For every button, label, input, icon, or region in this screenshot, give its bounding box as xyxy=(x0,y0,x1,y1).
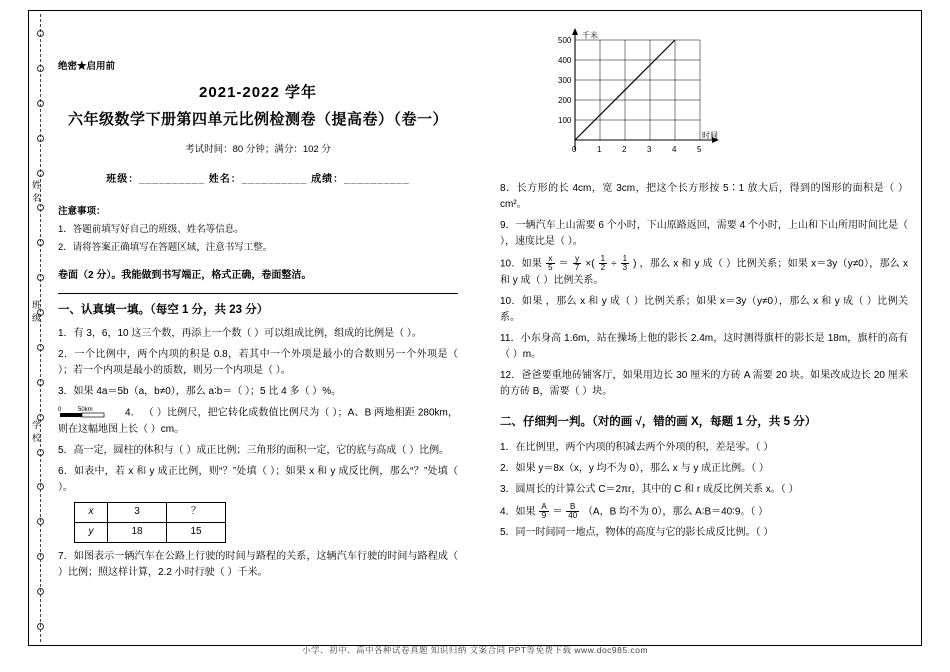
question-1-10-text: ，那么 x 和 y 成（ ）比例关系；如果 x＝3y（y≠0），那么 x 和 y 成（ ）比例关系。 xyxy=(500,258,909,286)
svg-text:3: 3 xyxy=(647,145,652,154)
handwriting-note: 卷面（2 分）。我能做到书写端正，格式正确，卷面整洁。 xyxy=(58,269,312,281)
question-2-3: 3．圆周长的计算公式 C＝2πr，其中的 C 和 r 成反比例关系 x。（ ） xyxy=(500,483,799,495)
divide-sign: ÷ xyxy=(611,258,617,270)
table-cell-y-1: 18 xyxy=(108,522,167,542)
svg-text:5: 5 xyxy=(697,145,702,154)
question-1-4-text: 4． （ ）比例尺，把它转化成数值比例尺为（ ）；A、B 两地相距 280km，则在这幅地图上长（ ）cm。 xyxy=(58,407,458,435)
question-1-2: 2．一个比例中，两个内项的积是 0.8，若其中一个外项是最小的合数则另一个外项是（ ）；若一个内项是最小的质数，则另一个内项是（ ）。 xyxy=(58,348,458,376)
question-1-12: 11．小东身高 1.6m，站在操场上他的影长 2.4m，这时测得旗杆的影长是 18m，旗杆的高有（ ）m。 xyxy=(500,332,908,360)
svg-text:300: 300 xyxy=(558,76,572,85)
question-1-6: 6．如表中，若 x 和 y 成正比例，则“？”处填（ ）；如果 x 和 y 成反比例，那么“？”处填（ ）。 xyxy=(58,465,458,493)
svg-text:200: 200 xyxy=(558,96,572,105)
fraction-1-2: $\frac{1}{2}$ xyxy=(600,254,606,273)
notice-item-1: 1．答题前填写好自己的班级、姓名等信息。 xyxy=(58,224,244,236)
side-label-name: 姓名 xyxy=(31,180,41,206)
svg-text:400: 400 xyxy=(558,56,572,65)
question-1-10-prefix: 10．如果 xyxy=(500,258,543,270)
svg-text:4: 4 xyxy=(672,145,677,154)
fraction-y-7: $\frac{y}{7}$ xyxy=(574,254,580,273)
svg-text:时间: 时间 xyxy=(702,131,718,140)
proportion-table xyxy=(74,502,226,543)
secret-label: 绝密★启用前 xyxy=(58,61,116,72)
question-1-8: 8．长方形的长 4cm，宽 3cm，把这个长方形按 5∶1 放大后，得到的图形的面积是（ ）cm²。 xyxy=(500,183,908,210)
footer-watermark: 小学、初中、高中各种试卷真题 知识归纳 文案合同 PPT等免费下载 www.doc985.com xyxy=(301,645,649,655)
side-label-class: 班级 xyxy=(31,300,41,326)
svg-text:0: 0 xyxy=(572,145,577,154)
divider xyxy=(58,293,458,294)
formula-tail: ×( xyxy=(585,258,595,270)
svg-text:1: 1 xyxy=(597,145,602,154)
paren-close: ) xyxy=(633,258,637,270)
left-column xyxy=(58,16,458,586)
table-cell-x-1: 3 xyxy=(108,502,167,522)
question-2-5: 5．同一时间同一地点，物体的高度与它的影长成反比例。（ ） xyxy=(500,527,774,539)
exam-info: 考试时间：80 分钟；满分：102 分 xyxy=(185,144,331,156)
table-cell-y-label: y xyxy=(75,522,108,542)
table-cell-x-2: ？ xyxy=(167,502,226,522)
fraction-1-3: $\frac{1}{3}$ xyxy=(622,254,628,273)
svg-text:千米: 千米 xyxy=(582,31,598,40)
table-cell-x-label: x xyxy=(75,502,108,522)
section-2-title: 二、仔细判一判。（对的画 √，错的画 X，每题 1 分，共 5 分） xyxy=(500,415,817,428)
svg-text:50km: 50km xyxy=(78,406,93,413)
question-1-11: 10．如果 ，那么 x 和 y 成（ ）比例关系；如果 x＝3y（y≠0），那么 x 和 y 成（ ）比例关系。 xyxy=(500,295,908,323)
right-column xyxy=(500,16,908,546)
fraction-x-5: $\frac{x}{5}$ xyxy=(548,254,553,273)
question-1-9: 9．一辆汽车上山需要 6 个小时，下山原路返回，需要 4 个小时，上山和下山所用时间比是（ ），速度比是（ ）。 xyxy=(500,220,908,247)
distance-time-graph xyxy=(530,22,780,177)
question-1-5: 5．高一定，圆柱的体积与（ ）成正比例；三角形的面积一定，它的底与高成（ ）比例。 xyxy=(58,444,450,456)
notice-item-2: 2．请将答案正确填写在答题区域，注意书写工整。 xyxy=(58,241,273,253)
fraction-a-9: $\frac{A}{9}$ xyxy=(541,501,547,520)
fraction-b-40: $\frac{B}{40}$ xyxy=(568,501,578,520)
side-label-school: 学校 xyxy=(31,420,41,446)
svg-text:2: 2 xyxy=(622,145,627,154)
exam-title-year: 2021-2022 学年 xyxy=(199,83,317,101)
svg-text:500: 500 xyxy=(558,36,572,45)
question-1-10 xyxy=(500,255,908,289)
question-2-4-prefix: 4．如果 xyxy=(500,506,536,518)
section-1-title: 一、认真填一填。（每空 1 分，共 23 分） xyxy=(58,304,269,317)
question-2-2: 2．如果 y＝8x（x，y 均不为 0），那么 x 与 y 成正比例。（ ） xyxy=(500,462,769,474)
equals-sign-2: ＝ xyxy=(552,506,563,518)
binding-dots xyxy=(33,30,47,630)
table-cell-y-2: 15 xyxy=(167,522,226,542)
equals-sign: ＝ xyxy=(558,258,569,270)
question-2-1: 1．在比例里，两个内项的积减去两个外项的积，差是零。（ ） xyxy=(500,441,774,453)
question-2-4-text: （A，B 均不为 0），那么 A∶B＝40∶9。（ ） xyxy=(582,506,769,518)
svg-text:100: 100 xyxy=(558,116,572,125)
svg-text:0: 0 xyxy=(58,406,62,413)
student-info-line[interactable]: 班级：__________ 姓名：__________ 成绩：__________ xyxy=(106,173,410,185)
table-row xyxy=(75,522,226,542)
question-1-4 xyxy=(58,405,458,438)
question-2-4 xyxy=(500,503,908,521)
exam-title-main: 六年级数学下册第四单元比例检测卷（提高卷）（卷一） xyxy=(67,110,448,128)
scale-bar-figure xyxy=(58,405,122,421)
table-row xyxy=(75,502,226,522)
question-1-3: 3．如果 4a＝5b（a，b≠0），那么 a∶b＝（ ）；5 比 4 多（ ）%。 xyxy=(58,385,342,397)
notice-heading: 注意事项： xyxy=(58,206,106,218)
question-1-1: 1．有 3，6，10 这三个数，再添上一个数（ ）可以组成比例，组成的比例是（ ）。 xyxy=(58,327,422,339)
question-1-7: 7．如图表示一辆汽车在公路上行驶的时间与路程的关系，这辆汽车行驶的时间与路程成（ ）比例；照这样计算，2.2 小时行驶（ ）千米。 xyxy=(58,550,458,578)
question-1-13: 12．爸爸要重地砖铺客厅，如果用边长 30 厘米的方砖 A 需要 20 块。如果改成边长 20 厘米的方砖 B，需要（ ）块。 xyxy=(500,369,908,397)
